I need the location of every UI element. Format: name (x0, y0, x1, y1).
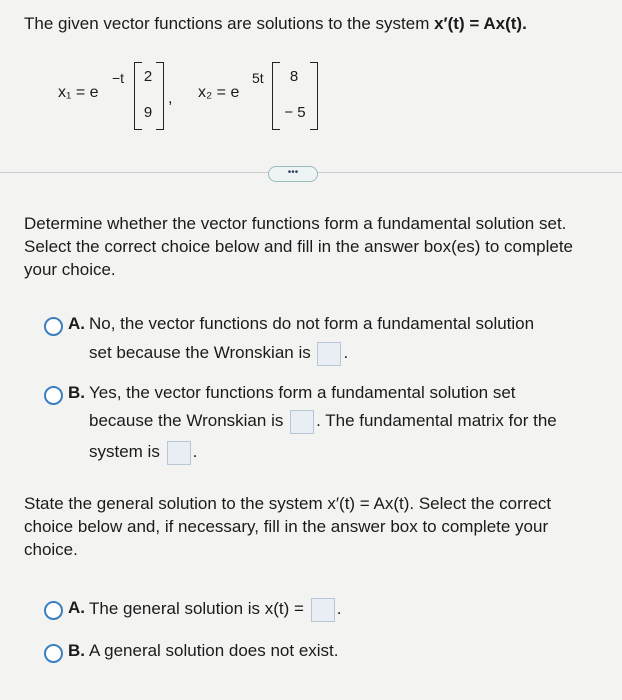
x1-entry-2: 9 (143, 104, 153, 121)
part1-option-b-radio[interactable] (44, 386, 63, 405)
part2-option-b-text: A general solution does not exist. (89, 641, 339, 660)
vector-functions (58, 62, 358, 130)
part1-option-a-radio[interactable] (44, 317, 63, 336)
part2-option-a-text: The general solution is x(t) = . (89, 593, 341, 624)
wronskian-yes-input[interactable] (290, 410, 314, 434)
part2-option-b-letter: B. (68, 641, 85, 660)
vector-x2 (198, 62, 358, 130)
part2-option-a-radio[interactable] (44, 601, 63, 620)
part1-option-a-letter: A. (68, 314, 85, 333)
part2-option-b-radio[interactable] (44, 644, 63, 663)
general-solution-input[interactable] (311, 598, 335, 622)
x1-entry-1: 2 (143, 68, 153, 85)
x2-entry-2: − 5 (284, 104, 306, 121)
part1-option-b-letter: B. (68, 383, 85, 402)
part1-option-a-line2: set because the Wronskian is . (89, 337, 348, 368)
part2-option-a-letter: A. (68, 598, 85, 617)
part1-option-a-line1: No, the vector functions do not form a fundamental solution (89, 314, 535, 333)
fundamental-matrix-input[interactable] (167, 441, 191, 465)
x2-exponent: 5t (252, 70, 264, 86)
vector-x1: x₁ = e −t 2 9 , (58, 62, 188, 130)
part1-option-b-line1: Yes, the vector functions form a fundamental solution set (89, 383, 516, 402)
wronskian-no-input[interactable] (317, 342, 341, 366)
part1-option-b-line2: because the Wronskian is . The fundamental matrix for the (89, 405, 557, 436)
system-equation: x′(t) = Ax(t). (434, 14, 527, 33)
part1-prompt: Determine whether the vector functions form a fundamental solution set. Select the correct choice below and fill in the answer box(es) to complete your choice. (24, 214, 573, 279)
x2-entry-1: 8 (289, 68, 299, 85)
x2-label: x₂ = e (198, 84, 240, 101)
part1-option-b-line3: system is . (89, 436, 197, 467)
more-button[interactable]: ••• (268, 166, 318, 182)
part2-prompt: State the general solution to the system x′(t) = Ax(t). Select the correct choice below and, if necessary, fill in the answer box to complete your choice. (24, 494, 552, 559)
x2-right-bracket (310, 62, 318, 130)
question-text: The given vector functions are solutions to the system x′(t) = Ax(t). (24, 14, 527, 33)
x1-exponent: −t (112, 70, 125, 86)
x1-right-bracket (156, 62, 164, 130)
x1-label: x₁ = e (58, 84, 99, 101)
